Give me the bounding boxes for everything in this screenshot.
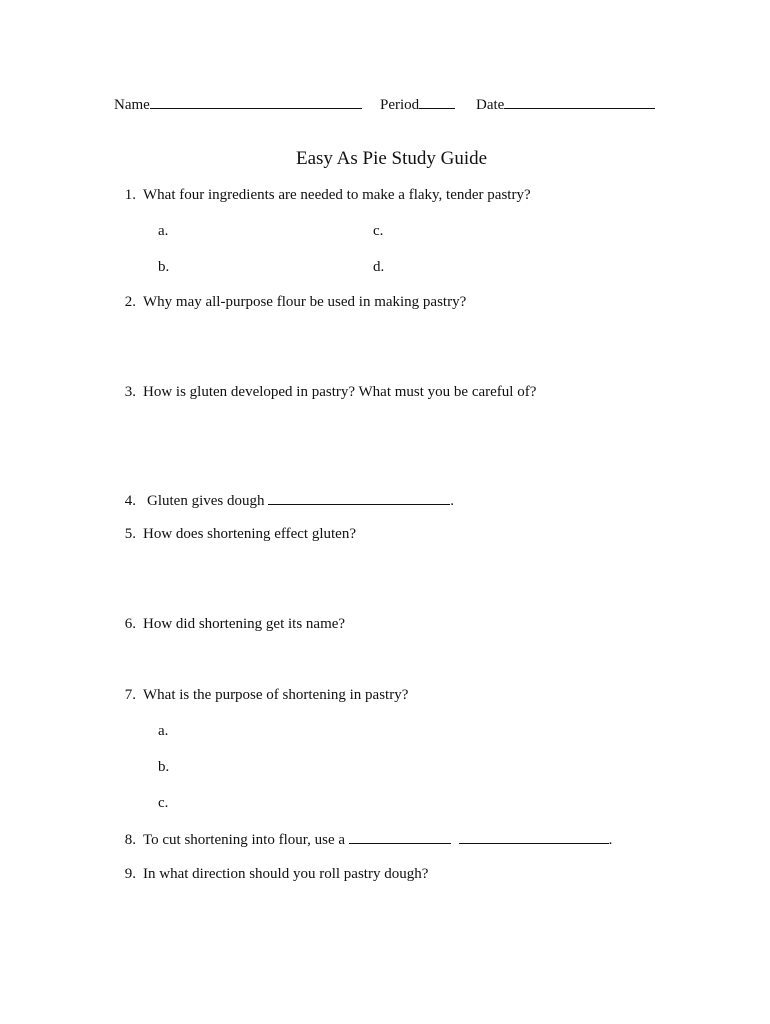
answer-option-c: c. [373, 223, 384, 239]
question-number: 6. [124, 616, 136, 632]
period-label: Period [380, 97, 420, 113]
question-text-before: Gluten gives dough [147, 493, 265, 509]
date-blank[interactable] [504, 94, 655, 109]
name-label: Name [114, 97, 150, 113]
question-6 [114, 615, 345, 633]
question-text: In what direction should you roll pastry dough? [143, 866, 429, 882]
question-5 [114, 525, 356, 543]
question-4 [114, 490, 454, 510]
answer-option-a: a. [158, 223, 169, 239]
question-text-before: To cut shortening into flour, use a [143, 832, 346, 848]
question-number: 8. [124, 832, 136, 848]
date-label: Date [476, 97, 505, 113]
date-field [476, 94, 655, 114]
question-number: 9. [124, 866, 136, 882]
question-1 [114, 186, 531, 204]
answer-option-d: d. [373, 259, 385, 275]
fill-in-blank-1[interactable] [349, 829, 451, 844]
question-9 [114, 865, 428, 883]
question-3 [114, 383, 536, 401]
question-number: 7. [124, 687, 136, 703]
fill-in-blank-2[interactable] [459, 829, 609, 844]
question-text: What is the purpose of shortening in pastry? [143, 687, 409, 703]
question-text: What four ingredients are needed to make a flaky, tender pastry? [143, 187, 531, 203]
page-title: Easy As Pie Study Guide [296, 148, 488, 169]
name-blank[interactable] [150, 94, 362, 109]
question-text: How did shortening get its name? [143, 616, 346, 632]
name-field [114, 94, 362, 114]
period-blank[interactable] [419, 94, 455, 109]
question-number: 3. [124, 384, 136, 400]
question-number: 4. [124, 493, 136, 509]
question-7 [114, 686, 408, 704]
answer-option-b: b. [158, 759, 170, 775]
question-text-after: . [450, 493, 454, 509]
answer-option-c: c. [158, 795, 169, 811]
question-text: Why may all-purpose flour be used in making pastry? [143, 294, 467, 310]
question-number: 1. [124, 187, 136, 203]
period-field [380, 94, 455, 114]
answer-option-b: b. [158, 259, 170, 275]
question-text: How is gluten developed in pastry? What must you be careful of? [143, 384, 537, 400]
question-number: 2. [124, 294, 136, 310]
question-number: 5. [124, 526, 136, 542]
question-2 [114, 293, 466, 311]
question-text-after: . [608, 832, 613, 848]
fill-in-blank[interactable] [268, 490, 450, 505]
question-text: How does shortening effect gluten? [143, 526, 356, 542]
question-8 [114, 829, 612, 849]
answer-option-a: a. [158, 723, 169, 739]
